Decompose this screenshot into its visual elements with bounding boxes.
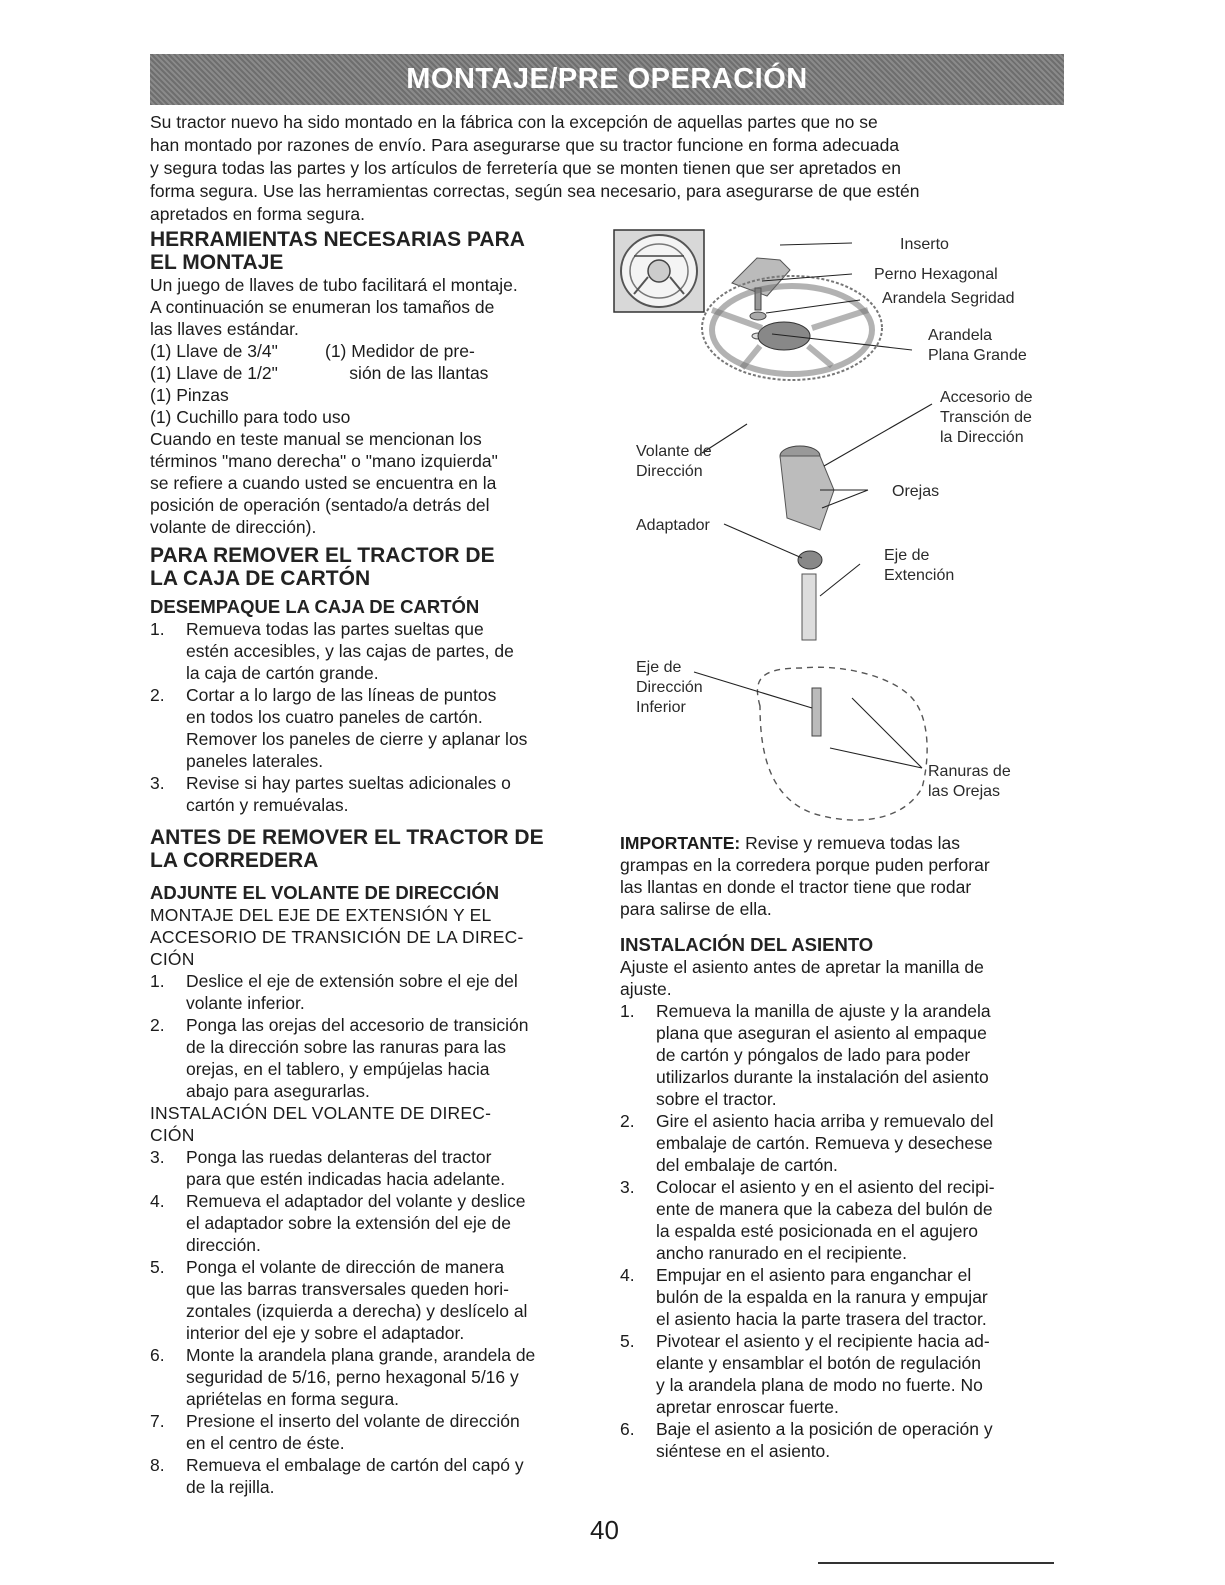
step-line: bulón de la espalda en la ranura y empujar bbox=[656, 1287, 988, 1307]
list-item bbox=[620, 1176, 1060, 1264]
page-banner bbox=[150, 54, 1064, 105]
adapter bbox=[798, 551, 822, 569]
label-eje-dir-1: Eje de bbox=[636, 659, 682, 676]
step-line: estén accesibles, y las cajas de partes, de bbox=[186, 641, 514, 661]
seat-steps bbox=[620, 1000, 1060, 1462]
left-column bbox=[150, 228, 600, 1498]
unpack-steps bbox=[150, 618, 600, 816]
step-line: Baje el asiento a la posición de operación y bbox=[656, 1419, 993, 1439]
step-number: 1. bbox=[150, 619, 165, 639]
list-item bbox=[620, 1110, 1060, 1176]
list-item bbox=[150, 1146, 600, 1190]
hands-note-line: posición de operación (sentado/a detrás del bbox=[150, 495, 490, 515]
list-item bbox=[150, 1410, 600, 1454]
steering-subheading: ADJUNTE EL VOLANTE DE DIRECCIÓN bbox=[150, 882, 500, 903]
list-item bbox=[150, 1014, 600, 1102]
step-line: para que estén indicadas hacia adelante. bbox=[186, 1169, 506, 1189]
list-item bbox=[620, 1000, 1060, 1110]
step-line: Deslice el eje de extensión sobre el eje del bbox=[186, 971, 518, 991]
right-column bbox=[620, 832, 1060, 1462]
step-line: paneles laterales. bbox=[186, 751, 324, 771]
assembly-steps bbox=[150, 970, 600, 1102]
remove-heading bbox=[150, 544, 600, 590]
label-eje-ext-2: Extención bbox=[884, 567, 955, 584]
hands-note-line: volante de dirección). bbox=[150, 517, 317, 537]
skid-heading-line: ANTES DE REMOVER EL TRACTOR DE bbox=[150, 826, 544, 849]
seat-intro-line: Ajuste el asiento antes de apretar la manilla de bbox=[620, 957, 984, 977]
step-number: 3. bbox=[620, 1177, 635, 1197]
tools-heading-line: EL MONTAJE bbox=[150, 251, 284, 274]
intro-paragraph bbox=[150, 111, 1050, 226]
step-number: 2. bbox=[150, 685, 165, 705]
step-number: 1. bbox=[150, 971, 165, 991]
label-accesorio-2: Transción de bbox=[940, 409, 1032, 426]
important-line: las llantas en donde el tractor tiene que rodar bbox=[620, 877, 972, 897]
step-number: 1. bbox=[620, 1001, 635, 1021]
step-line: seguridad de 5/16, perno hexagonal 5/16 y bbox=[186, 1367, 519, 1387]
step-line: cartón y remuévalas. bbox=[186, 795, 349, 815]
install-title-line: CIÓN bbox=[150, 1125, 195, 1145]
lower-steering-shaft bbox=[812, 688, 821, 736]
label-inserto: Inserto bbox=[900, 236, 949, 253]
step-number: 6. bbox=[620, 1419, 635, 1439]
label-arandela-2: Plana Grande bbox=[928, 347, 1027, 364]
step-line: apretar enroscar fuerte. bbox=[656, 1397, 839, 1417]
step-number: 8. bbox=[150, 1455, 165, 1475]
seat-heading: INSTALACIÓN DEL ASIENTO bbox=[620, 934, 874, 955]
step-number: 5. bbox=[620, 1331, 635, 1351]
label-volante-1: Volante de bbox=[636, 443, 712, 460]
tools-heading bbox=[150, 228, 600, 274]
tool-item: (1) Llave de 3/4" bbox=[150, 341, 278, 361]
step-line: Monte la arandela plana grande, arandela de bbox=[186, 1345, 536, 1365]
tool-item: (1) Cuchillo para todo uso bbox=[150, 407, 351, 427]
step-line: orejas, en el tablero, y empújelas hacia bbox=[186, 1059, 490, 1079]
label-accesorio-3: la Dirección bbox=[940, 429, 1024, 446]
label-eje-dir-3: Inferior bbox=[636, 699, 686, 716]
step-line: de la dirección sobre las ranuras para las bbox=[186, 1037, 507, 1057]
label-volante-2: Dirección bbox=[636, 463, 703, 480]
important-line: grampas en la corredera porque puden perforar bbox=[620, 855, 990, 875]
step-line: Revise si hay partes sueltas adicionales o bbox=[186, 773, 511, 793]
install-title bbox=[150, 1102, 600, 1146]
install-title-line: INSTALACIÓN DEL VOLANTE DE DIREC- bbox=[150, 1103, 492, 1123]
step-line: Empujar en el asiento para enganchar el bbox=[656, 1265, 972, 1285]
hands-note-line: Cuando en teste manual se mencionan los bbox=[150, 429, 482, 449]
label-eje-ext-1: Eje de bbox=[884, 547, 930, 564]
label-orejas: Orejas bbox=[892, 483, 940, 500]
step-line: y la arandela plana de modo no fuerte. No bbox=[656, 1375, 983, 1395]
step-line: interior del eje y sobre el adaptador. bbox=[186, 1323, 465, 1343]
assembly-title-line: MONTAJE DEL EJE DE EXTENSIÓN Y EL bbox=[150, 905, 492, 925]
label-accesorio-1: Accesorio de bbox=[940, 389, 1033, 406]
label-ranuras-1: Ranuras de bbox=[928, 763, 1011, 780]
assembly-title-line: ACCESORIO DE TRANSICIÓN DE LA DIREC- bbox=[150, 927, 524, 947]
step-line: Ponga las orejas del accesorio de transición bbox=[186, 1015, 529, 1035]
step-line: la caja de cartón grande. bbox=[186, 663, 379, 683]
inset-wheel-top-view bbox=[614, 230, 704, 312]
list-item bbox=[150, 1454, 600, 1498]
step-number: 4. bbox=[620, 1265, 635, 1285]
step-line: de cartón y póngalos de lado para poder bbox=[656, 1045, 971, 1065]
step-line: el asiento hacia la parte trasera del tractor. bbox=[656, 1309, 987, 1329]
step-line: que las barras transversales queden hori- bbox=[186, 1279, 509, 1299]
step-line: la espalda esté posicionada en el agujero bbox=[656, 1221, 979, 1241]
remove-heading-line: LA CAJA DE CARTÓN bbox=[150, 567, 371, 590]
steering-assembly-figure bbox=[612, 228, 1072, 828]
intro-line: han montado por razones de envío. Para asegurarse que su tractor funcione en forma adecuada bbox=[150, 135, 900, 155]
remove-heading-line: PARA REMOVER EL TRACTOR DE bbox=[150, 544, 495, 567]
list-item bbox=[620, 1264, 1060, 1330]
step-line: apriételas en forma segura. bbox=[186, 1389, 400, 1409]
step-line: utilizarlos durante la instalación del asiento bbox=[656, 1067, 989, 1087]
lock-washer bbox=[750, 312, 766, 320]
install-steps bbox=[150, 1146, 600, 1498]
tools-text-line: A continuación se enumeran los tamaños de bbox=[150, 297, 495, 317]
list-item bbox=[150, 970, 600, 1014]
tool-item: (1) Medidor de pre- bbox=[325, 341, 475, 361]
step-number: 3. bbox=[150, 773, 165, 793]
step-line: Cortar a lo largo de las líneas de puntos bbox=[186, 685, 497, 705]
important-line: para salirse de ella. bbox=[620, 899, 772, 919]
step-line: ente de manera que la cabeza del bulón de bbox=[656, 1199, 993, 1219]
label-perno-hexagonal: Perno Hexagonal bbox=[874, 266, 998, 283]
step-number: 2. bbox=[150, 1015, 165, 1035]
step-line: el adaptador sobre la extensión del eje de bbox=[186, 1213, 511, 1233]
intro-line: apretados en forma segura. bbox=[150, 204, 365, 224]
list-item bbox=[150, 684, 600, 772]
step-line: plana que aseguran el asiento al empaque bbox=[656, 1023, 987, 1043]
page-number: 40 bbox=[590, 1515, 619, 1545]
important-label: IMPORTANTE: bbox=[620, 833, 741, 853]
label-adaptador: Adaptador bbox=[636, 517, 710, 534]
intro-line: y segura todas las partes y los artículos de ferretería que se monten tienen que ser apretados en bbox=[150, 158, 901, 178]
transition-accessory bbox=[780, 446, 834, 530]
tool-item: (1) Pinzas bbox=[150, 385, 229, 405]
unpack-subheading: DESEMPAQUE LA CAJA DE CARTÓN bbox=[150, 596, 480, 617]
step-line: en todos los cuatro paneles de cartón. bbox=[186, 707, 483, 727]
step-line: en el centro de éste. bbox=[186, 1433, 345, 1453]
list-item bbox=[150, 618, 600, 684]
list-item bbox=[150, 1190, 600, 1256]
banner-title: MONTAJE/PRE OPERACIÓN bbox=[406, 63, 808, 95]
tools-text-line: las llaves estándar. bbox=[150, 319, 299, 339]
skid-heading-line: LA CORREDERA bbox=[150, 849, 319, 872]
list-item bbox=[620, 1330, 1060, 1418]
step-line: Remover los paneles de cierre y aplanar los bbox=[186, 729, 528, 749]
steering-wheel bbox=[702, 276, 882, 380]
important-text: Revise y remueva todas las bbox=[740, 833, 961, 853]
step-line: Pivotear el asiento y el recipiente hacia ad- bbox=[656, 1331, 990, 1351]
list-item bbox=[150, 772, 600, 816]
step-line: Colocar el asiento y en el asiento del recipi- bbox=[656, 1177, 995, 1197]
step-line: elante y ensamblar el botón de regulación bbox=[656, 1353, 981, 1373]
step-line: dirección. bbox=[186, 1235, 261, 1255]
step-number: 7. bbox=[150, 1411, 165, 1431]
hands-note-line: términos "mano derecha" o "mano izquierda" bbox=[150, 451, 498, 471]
step-line: embalaje de cartón. Remueva y desechese bbox=[656, 1133, 993, 1153]
seat-intro-line: ajuste. bbox=[620, 979, 672, 999]
step-line: Remueva todas las partes sueltas que bbox=[186, 619, 484, 639]
assembly-title bbox=[150, 904, 600, 970]
step-line: abajo para asegurarlas. bbox=[186, 1081, 370, 1101]
tools-heading-line: HERRAMIENTAS NECESARIAS PARA bbox=[150, 228, 525, 251]
extension-shaft bbox=[802, 574, 816, 640]
label-arandela-1: Arandela bbox=[928, 327, 993, 344]
skid-heading bbox=[150, 826, 600, 872]
footer-rule bbox=[818, 1562, 1054, 1564]
step-line: Ponga el volante de dirección de manera bbox=[186, 1257, 505, 1277]
list-item bbox=[620, 1418, 1060, 1462]
step-number: 5. bbox=[150, 1257, 165, 1277]
step-line: Remueva la manilla de ajuste y la arandela bbox=[656, 1001, 991, 1021]
step-line: Ponga las ruedas delanteras del tractor bbox=[186, 1147, 492, 1167]
step-line: Remueva el adaptador del volante y deslice bbox=[186, 1191, 526, 1211]
dash-panel-outline bbox=[757, 667, 927, 820]
step-line: zontales (izquierda a derecha) y deslícelo al bbox=[186, 1301, 528, 1321]
label-eje-dir-2: Dirección bbox=[636, 679, 703, 696]
tool-item: sión de las llantas bbox=[325, 363, 489, 383]
label-ranuras-2: las Orejas bbox=[928, 783, 1001, 800]
step-line: del embalaje de cartón. bbox=[656, 1155, 838, 1175]
tools-text-line: Un juego de llaves de tubo facilitará el montaje. bbox=[150, 275, 518, 295]
tool-item: (1) Llave de 1/2" bbox=[150, 363, 278, 383]
step-line: sobre el tractor. bbox=[656, 1089, 777, 1109]
list-item bbox=[150, 1256, 600, 1344]
step-line: volante inferior. bbox=[186, 993, 305, 1013]
step-line: Presione el inserto del volante de dirección bbox=[186, 1411, 520, 1431]
step-number: 6. bbox=[150, 1345, 165, 1365]
step-number: 2. bbox=[620, 1111, 635, 1131]
step-number: 3. bbox=[150, 1147, 165, 1167]
step-number: 4. bbox=[150, 1191, 165, 1211]
step-line: ancho ranurado en el recipiente. bbox=[656, 1243, 908, 1263]
label-arandela-seguridad: Arandela Segridad bbox=[882, 290, 1015, 307]
assembly-title-line: CIÓN bbox=[150, 949, 195, 969]
list-item bbox=[150, 1344, 600, 1410]
important-note bbox=[620, 832, 1060, 920]
tools-list bbox=[150, 340, 600, 406]
step-line: Gire el asiento hacia arriba y remuevalo del bbox=[656, 1111, 994, 1131]
step-line: siéntese en el asiento. bbox=[656, 1441, 831, 1461]
hands-note-line: se refiere a cuando usted se encuentra en la bbox=[150, 473, 497, 493]
step-line: de la rejilla. bbox=[186, 1477, 275, 1497]
step-line: Remueva el embalage de cartón del capó y bbox=[186, 1455, 524, 1475]
intro-line: Su tractor nuevo ha sido montado en la fábrica con la excepción de aquellas partes que no se bbox=[150, 112, 878, 132]
intro-line: forma segura. Use las herramientas correctas, según sea necesario, para asegurarse de que estén bbox=[150, 181, 920, 201]
